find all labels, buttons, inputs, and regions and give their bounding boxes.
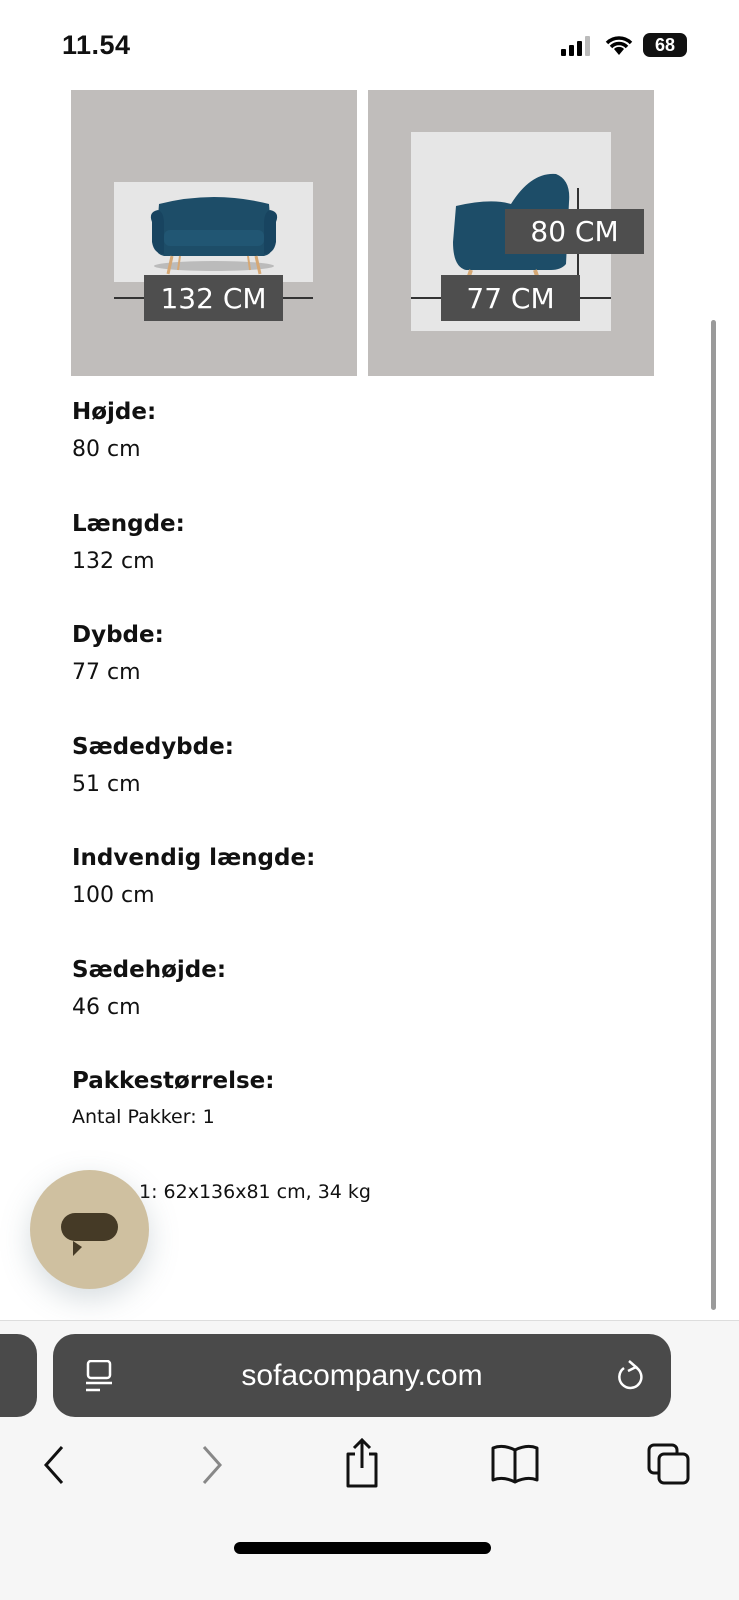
- spec-value-seat-depth: 51 cm: [72, 772, 141, 797]
- battery-level: 68: [654, 34, 676, 55]
- status-time: 11.54: [62, 30, 131, 60]
- spec-label-seat-height: Sædehøjde:: [72, 957, 227, 983]
- spec-label-seat-depth: Sædedybde:: [72, 734, 234, 760]
- spec-value-height: 80 cm: [72, 437, 141, 462]
- spec-label-length: Længde:: [72, 511, 185, 537]
- previous-tab-stub[interactable]: [0, 1334, 37, 1417]
- bookmarks-button[interactable]: [491, 1442, 539, 1489]
- back-button[interactable]: [40, 1443, 70, 1492]
- spec-label-height: Højde:: [72, 399, 157, 425]
- forward-button[interactable]: [196, 1443, 226, 1492]
- spec-label-depth: Dybde:: [72, 622, 164, 648]
- chat-button[interactable]: [30, 1170, 149, 1289]
- reload-icon[interactable]: [615, 1358, 645, 1400]
- reader-mode-icon[interactable]: [85, 1360, 115, 1402]
- package-count: Antal Pakker: 1: [72, 1106, 215, 1128]
- spec-value-depth: 77 cm: [72, 660, 141, 685]
- spec-value-seat-height: 46 cm: [72, 995, 141, 1020]
- battery-icon: [643, 33, 687, 57]
- tabs-button[interactable]: [646, 1442, 692, 1491]
- chat-bubble-icon: [30, 1170, 149, 1289]
- spec-value-inner-length: 100 cm: [72, 883, 155, 908]
- depth-label: 77 CM: [441, 275, 580, 321]
- package-1-size: 1: 62x136x81 cm, 34 kg: [139, 1181, 371, 1203]
- spec-value-length: 132 cm: [72, 549, 155, 574]
- url-bar[interactable]: [53, 1334, 671, 1417]
- spec-label-inner-length: Indvendig længde:: [72, 845, 316, 871]
- width-label: 132 CM: [144, 275, 283, 321]
- home-indicator: [234, 1542, 491, 1554]
- sofa-front-image: [114, 182, 313, 282]
- signal-icon: [561, 36, 593, 56]
- wifi-icon: [604, 34, 634, 61]
- share-button[interactable]: [343, 1438, 381, 1493]
- scrollbar[interactable]: [711, 320, 716, 1310]
- height-label: 80 CM: [505, 209, 644, 254]
- package-label: Pakkestørrelse:: [72, 1068, 275, 1094]
- url-text: sofacompany.com: [241, 1358, 483, 1392]
